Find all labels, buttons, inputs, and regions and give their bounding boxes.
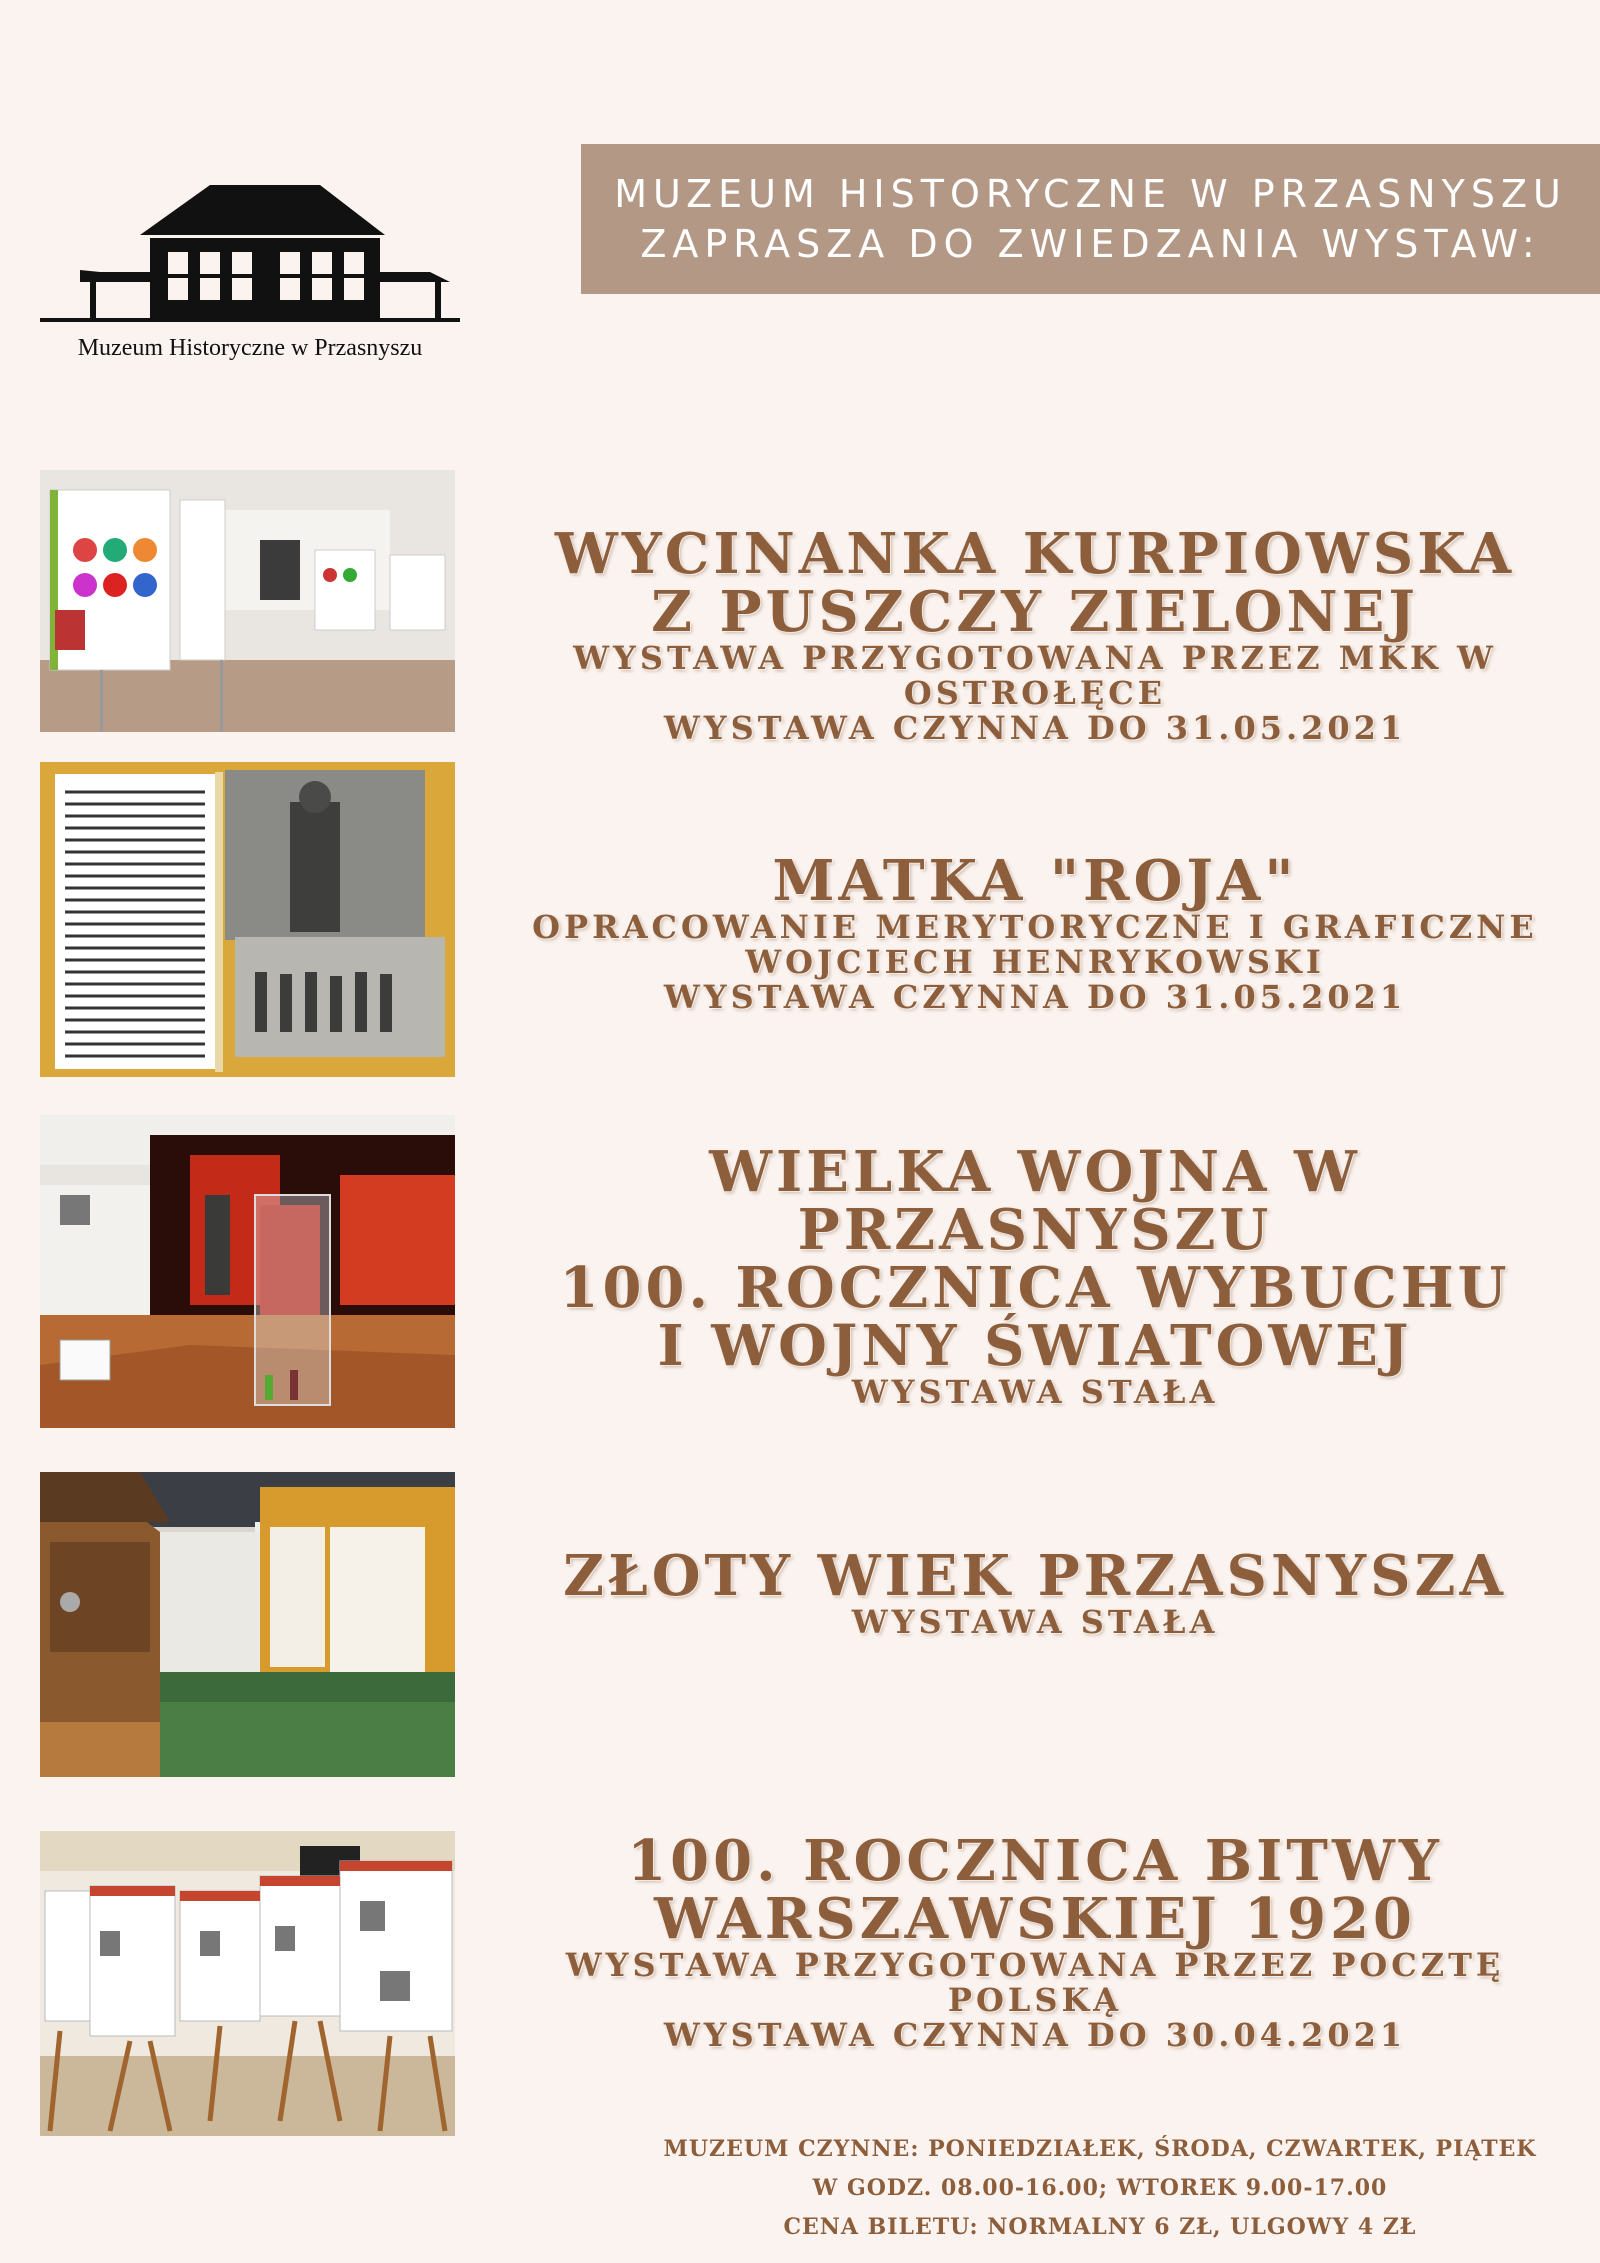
exhibition-subtitle: WYSTAWA CZYNNA DO 31.05.2021 — [663, 978, 1407, 1016]
exhibition-subtitle: WYSTAWA CZYNNA DO 31.05.2021 — [663, 709, 1407, 747]
exhibition-1-text — [480, 521, 1590, 747]
banner-line-2: ZAPRASZA DO ZWIEDZANIA WYSTAW: — [640, 222, 1541, 266]
exhibition-2-text — [480, 848, 1590, 1016]
exhibition-4-text — [480, 1543, 1590, 1641]
exhibition-photo-matka-roja — [40, 762, 455, 1077]
exhibition-subtitle: WOJCIECH HENRYKOWSKI — [745, 943, 1325, 981]
footer-line-2: W GODZ. 08.00-16.00; WTOREK 9.00-17.00 — [812, 2175, 1388, 2201]
museum-building-icon — [40, 180, 460, 330]
logo-text: Muzeum Historyczne w Przasnyszu — [77, 335, 423, 361]
exhibition-title: WYCINANKA KURPIOWSKA — [554, 521, 1516, 587]
exhibition-title: Z PUSZCZY ZIELONEJ — [651, 579, 1419, 645]
exhibition-title: 100. ROCZNICA BITWY — [627, 1828, 1443, 1894]
banner-line-1: MUZEUM HISTORYCZNE W PRZASNYSZU — [614, 172, 1567, 216]
exhibition-title: 100. ROCZNICA WYBUCHU — [559, 1255, 1511, 1321]
museum-logo — [40, 180, 460, 380]
exhibition-subtitle: WYSTAWA STAŁA — [851, 1603, 1219, 1641]
exhibition-title: WARSZAWSKIEJ 1920 — [653, 1886, 1416, 1952]
exhibition-photo-wielka-wojna — [40, 1115, 455, 1428]
header-banner — [581, 144, 1600, 294]
exhibition-title: MATKA "ROJA" — [772, 848, 1298, 914]
exhibition-subtitle: WYSTAWA PRZYGOTOWANA PRZEZ POCZTĘ POLSKĄ — [565, 1946, 1505, 2019]
footer-line-1: MUZEUM CZYNNE: PONIEDZIAŁEK, ŚRODA, CZWARTEK, PIĄTEK — [663, 2136, 1537, 2162]
exhibition-title: ZŁOTY WIEK PRZASNYSZA — [563, 1543, 1507, 1609]
exhibition-title: I WOJNY ŚWIATOWEJ — [657, 1313, 1413, 1379]
exhibition-photo-zloty-wiek — [40, 1472, 455, 1777]
exhibition-subtitle: WYSTAWA CZYNNA DO 30.04.2021 — [663, 2016, 1407, 2054]
exhibition-subtitle: OPRACOWANIE MERYTORYCZNE I GRAFICZNE — [532, 908, 1538, 946]
exhibition-3-text — [480, 1139, 1590, 1411]
exhibition-subtitle: WYSTAWA STAŁA — [851, 1373, 1219, 1411]
exhibition-photo-wycinanka — [40, 470, 455, 732]
exhibition-subtitle: WYSTAWA PRZYGOTOWANA PRZEZ MKK W OSTROŁĘCE — [573, 639, 1497, 712]
footer-line-3: CENA BILETU: NORMALNY 6 ZŁ, ULGOWY 4 ZŁ — [783, 2214, 1417, 2240]
opening-hours-footer — [600, 2130, 1600, 2247]
exhibition-photo-bitwa-warszawska — [40, 1831, 455, 2136]
exhibition-title: WIELKA WOJNA W PRZASNYSZU — [709, 1139, 1361, 1263]
exhibition-5-text — [480, 1828, 1590, 2054]
